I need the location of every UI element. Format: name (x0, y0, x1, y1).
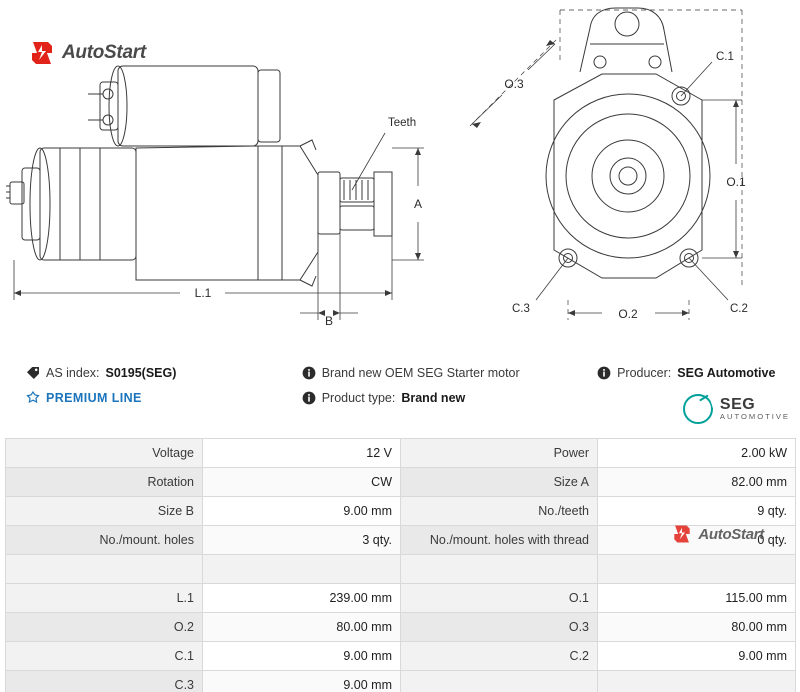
table-row (6, 468, 796, 497)
dim-c2-label: C.2 (730, 303, 748, 315)
spec-value: 80.00 mm (203, 613, 401, 642)
spec-label: Voltage (6, 439, 203, 468)
dim-c3-label: C.3 (512, 303, 530, 315)
premium-badge-icon (26, 391, 40, 405)
spec-empty (203, 555, 401, 584)
specifications-table (5, 438, 796, 692)
spec-value: 9.00 mm (203, 497, 401, 526)
spec-value: 115.00 mm (598, 584, 796, 613)
description-text: Brand new OEM SEG Starter motor (321, 366, 520, 380)
teeth-label: Teeth (388, 117, 417, 129)
spec-label: C.3 (6, 671, 203, 692)
spec-empty (401, 671, 598, 692)
dim-c1-label: C.1 (716, 51, 734, 63)
premium-line-label: PREMIUM LINE (46, 391, 142, 405)
spec-value: 3 qty. (203, 526, 401, 555)
dim-o2-label: O.2 (618, 307, 638, 321)
spec-empty (598, 671, 796, 692)
table-row (6, 642, 796, 671)
spec-label: No./mount. holes (6, 526, 203, 555)
product-type-block (302, 391, 597, 405)
seg-logo-main: SEG (719, 395, 756, 413)
autostart-watermark (671, 524, 764, 544)
autostart-mark-icon (671, 524, 693, 544)
autostart-watermark-text: AutoStart (698, 525, 764, 543)
table-row-spacer (6, 555, 796, 584)
producer-label: Producer: (617, 366, 672, 380)
spec-value: 80.00 mm (598, 613, 796, 642)
description-block (302, 366, 597, 380)
spec-value: 9.00 mm (598, 642, 796, 671)
table-row (6, 671, 796, 692)
seg-logo-words (720, 397, 790, 422)
starter-front-view (450, 0, 800, 358)
dim-o1-label: O.1 (726, 175, 746, 189)
spec-label: No./mount. holes with thread (401, 526, 598, 555)
spec-value: 0 qty. (598, 526, 796, 555)
autostart-mark-icon (28, 40, 56, 66)
spec-value: 9.00 mm (203, 642, 401, 671)
spec-value: 9.00 mm (203, 671, 401, 692)
as-index-value: S0195(SEG) (105, 366, 177, 380)
spec-label: No./teeth (401, 497, 598, 526)
seg-automotive-logo (683, 394, 790, 424)
info-row-2 (6, 391, 794, 405)
table-row (6, 613, 796, 642)
autostart-logo-text: AutoStart (62, 42, 146, 63)
product-type-value: Brand new (401, 391, 466, 405)
product-type-label: Product type: (321, 391, 396, 405)
producer-block (597, 366, 794, 380)
seg-ring-icon (683, 394, 713, 424)
info-row-1 (6, 366, 794, 380)
as-index-block (6, 366, 302, 380)
spec-empty (401, 555, 598, 584)
spec-value: 2.00 kW (598, 439, 796, 468)
spec-label: O.3 (401, 613, 598, 642)
spec-empty (6, 555, 203, 584)
table-row (6, 497, 796, 526)
table-row (6, 439, 796, 468)
premium-line-block (6, 391, 302, 405)
spec-label: C.1 (6, 642, 203, 671)
spec-label: Rotation (6, 468, 203, 497)
spec-label: Power (401, 439, 598, 468)
spec-value: 239.00 mm (203, 584, 401, 613)
spec-label: Size A (401, 468, 598, 497)
specifications-table-wrapper (0, 438, 800, 692)
spec-value: 9 qty. (598, 497, 796, 526)
autostart-logo (28, 40, 146, 66)
spec-label: O.1 (401, 584, 598, 613)
info-icon (302, 391, 316, 405)
producer-value: SEG Automotive (677, 366, 776, 380)
seg-logo-sub: AUTOMOTIVE (719, 412, 790, 422)
spec-label: L.1 (6, 584, 203, 613)
spec-empty (598, 555, 796, 584)
dim-l1-label: L.1 (194, 286, 212, 300)
tag-icon (26, 366, 40, 380)
spec-label: Size B (6, 497, 203, 526)
spec-value: 12 V (203, 439, 401, 468)
as-index-label: AS index: (46, 366, 100, 380)
table-row (6, 584, 796, 613)
product-info-strip (0, 358, 800, 438)
spec-label: O.2 (6, 613, 203, 642)
dim-a-label: A (413, 197, 423, 211)
spec-value: 82.00 mm (598, 468, 796, 497)
info-icon (597, 366, 611, 380)
dim-b-label: B (324, 314, 334, 328)
spec-value: CW (203, 468, 401, 497)
dim-o3-label: O.3 (504, 77, 524, 91)
info-icon (302, 366, 316, 380)
spec-label: C.2 (401, 642, 598, 671)
